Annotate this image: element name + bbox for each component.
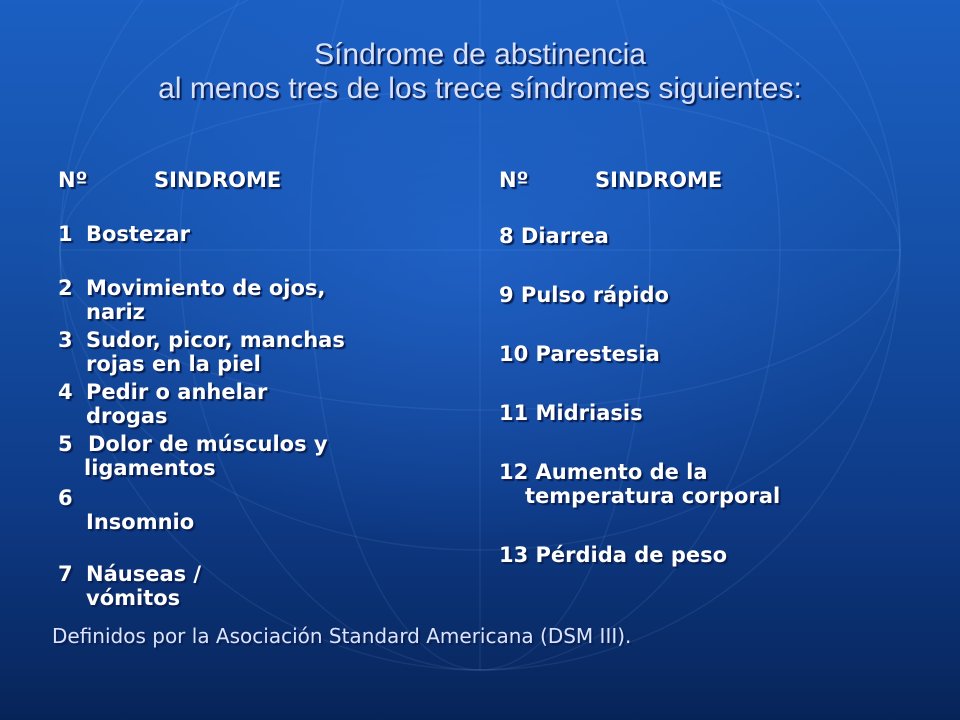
list-item — [58, 380, 418, 428]
left-header — [58, 168, 281, 192]
title-line-1: Síndrome de abstinencia — [314, 38, 646, 71]
item-text: Insomnio — [86, 510, 195, 534]
list-item — [58, 432, 418, 480]
item-text: Bostezar — [86, 222, 190, 246]
list-item — [58, 222, 418, 246]
item-number: 6 — [58, 486, 73, 510]
item-number: 4 — [58, 380, 73, 404]
item-text-line-2: temperatura corporal — [525, 484, 781, 508]
item-number: 1 — [58, 222, 73, 246]
item-text: Náuseas / vómitos — [86, 562, 202, 610]
item-number: 5 — [58, 432, 73, 456]
list-item — [58, 276, 418, 324]
right-header-number: Nº — [499, 168, 529, 192]
list-item — [58, 562, 418, 610]
item-text-line-1: 12 Aumento de la — [499, 460, 708, 484]
list-item — [58, 328, 418, 376]
left-header-number: Nº — [58, 168, 88, 192]
item-number: 7 — [58, 562, 73, 586]
item-text: Pedir o anhelar drogas — [86, 380, 268, 428]
left-header-label: SINDROME — [154, 168, 282, 192]
right-header — [499, 168, 722, 192]
list-item: 13 Pérdida de peso — [499, 543, 728, 567]
item-number: 3 — [58, 328, 73, 352]
item-number: 2 — [58, 276, 73, 300]
item-text: Dolor de músculos y ligamentos — [84, 432, 328, 480]
list-item: 9 Pulso rápido — [499, 283, 669, 307]
list-item — [499, 460, 899, 508]
list-item: 10 Parestesia — [499, 342, 660, 366]
footer-note: Definidos por la Asociación Standard Americana (DSM III). — [52, 624, 632, 648]
left-column — [58, 168, 418, 608]
list-item — [58, 486, 418, 534]
slide-title — [0, 38, 960, 106]
item-text: Sudor, picor, manchas rojas en la piel — [86, 328, 345, 376]
list-item: 11 Midriasis — [499, 401, 643, 425]
right-header-label: SINDROME — [595, 168, 723, 192]
list-item: 8 Diarrea — [499, 224, 609, 248]
item-text: Movimiento de ojos, nariz — [86, 276, 326, 324]
right-column — [499, 168, 899, 588]
title-line-2: al menos tres de los trece síndromes siguientes: — [158, 72, 802, 105]
